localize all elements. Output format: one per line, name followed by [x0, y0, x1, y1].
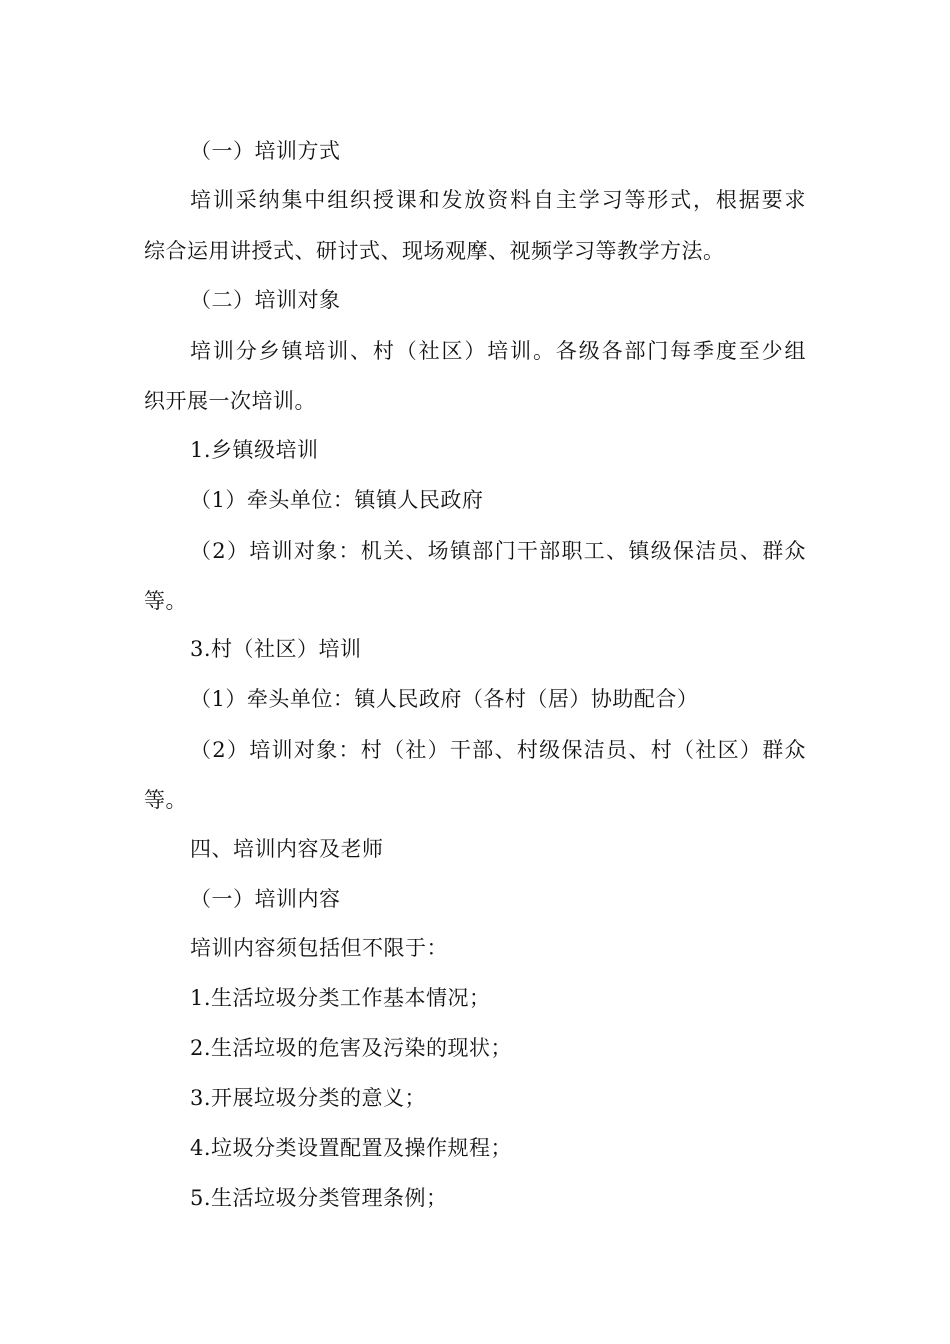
heading-township-training: 1.乡镇级培训 — [190, 438, 319, 462]
list-item: （1）牵头单位：镇人民政府（各村（居）协助配合） — [190, 687, 699, 711]
list-item: 5.生活垃圾分类管理条例； — [190, 1186, 448, 1210]
list-item: 1.生活垃圾分类工作基本情况； — [190, 986, 491, 1010]
heading-training-content: （一）培训内容 — [190, 887, 341, 911]
list-item: 3.开展垃圾分类的意义； — [190, 1086, 427, 1110]
list-item: （1）牵头单位：镇镇人民政府 — [190, 488, 484, 512]
paragraph-line: 织开展一次培训。 — [144, 389, 316, 413]
list-item: 4.垃圾分类设置配置及操作规程； — [190, 1136, 513, 1160]
heading-village-training: 3.村（社区）培训 — [190, 637, 362, 661]
paragraph-line: 培训内容须包括但不限于： — [190, 936, 448, 960]
paragraph-line: 等。 — [144, 788, 187, 812]
list-item: （2）培训对象：机关、场镇部门干部职工、镇级保洁员、群众 — [190, 539, 806, 563]
paragraph-line: 培训分乡镇培训、村（社区）培训。各级各部门每季度至少组 — [190, 339, 806, 363]
list-item: （2）培训对象：村（社）干部、村级保洁员、村（社区）群众 — [190, 738, 806, 762]
heading-training-target: （二）培训对象 — [190, 288, 341, 312]
paragraph-line: 等。 — [144, 589, 187, 613]
list-item: 2.生活垃圾的危害及污染的现状； — [190, 1036, 513, 1060]
heading-section-four: 四、培训内容及老师 — [190, 837, 384, 861]
paragraph-line: 综合运用讲授式、研讨式、现场观摩、视频学习等教学方法。 — [144, 239, 725, 263]
heading-training-method: （一）培训方式 — [190, 139, 341, 163]
paragraph-line: 培训采纳集中组织授课和发放资料自主学习等形式，根据要求 — [190, 188, 806, 212]
